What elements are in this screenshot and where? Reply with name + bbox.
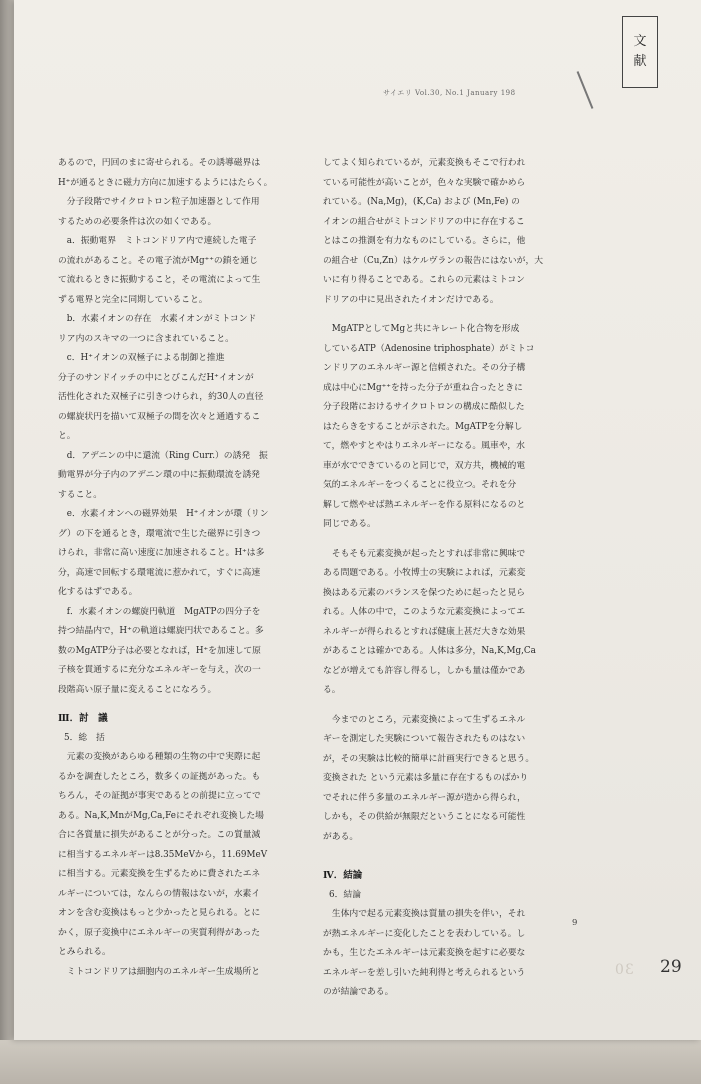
text-line: ドリアの中に見出されたイオンだけである。 — [323, 294, 499, 305]
text-line: 化するはずである。 — [58, 587, 138, 597]
paragraph-gap — [323, 701, 581, 711]
text-line: 解して燃やせば熱エネルギーを作る原料になるのと — [323, 499, 526, 510]
text-line: の流れがあること。その電子流がMg⁺⁺の鎖を通じ — [58, 255, 258, 266]
paragraph-gap — [323, 847, 581, 857]
text-line: かも，生じたエネルギーは元素変換を起すに必要な — [323, 948, 526, 958]
section-tab-char-1: 文 — [633, 34, 647, 49]
paragraph-gap — [323, 535, 581, 545]
text-line: いに有り得ることである。これらの元素はミトコン — [323, 275, 525, 285]
text-line: 元素の変換があらゆる種類の生物の中で実際に起 — [66, 752, 261, 762]
text-line: 分，高速で回転する環電流に惹かれて，すぐに高速 — [58, 567, 261, 578]
text-line: ある問題である。小牧博士の実験によれば，元素変 — [323, 568, 526, 578]
text-line: あるので，円回のまに寄せられる。その誘導磁界は — [58, 158, 261, 168]
text-line: 同じである。 — [323, 519, 376, 529]
text-line: エネルギーを差し引いた純利得と考えられるという — [323, 967, 526, 978]
text-line: て流れるときに振動すること，その電流によって生 — [58, 275, 261, 285]
left-column — [58, 154, 300, 982]
text-line: でそれに伴う多量のエネルギー源が造から得られ， — [323, 792, 526, 803]
text-line: と。 — [58, 431, 76, 441]
text-line: 生体内で起る元素変換は質量の損失を伴い，それ — [331, 909, 526, 919]
text-line: ルギーについては，なんらの情報はないが，水素イ — [58, 888, 261, 899]
right-paragraph-3 — [323, 545, 581, 701]
text-line: 成は中心にMg⁺⁺を持った分子が重ね合ったときに — [323, 382, 523, 393]
text-line: とみられる。 — [58, 947, 111, 957]
right-paragraph-4 — [323, 711, 581, 848]
text-line: グ）の下を通るとき，環電流で生じた磁界に引きつ — [58, 528, 261, 539]
right-column — [323, 154, 581, 1003]
text-line: 分子段階でサイクロトロン粒子加速器として作用 — [66, 197, 260, 207]
text-line: が熱エネルギーに変化したことを表わしている。し — [323, 928, 526, 939]
text-line: そもそも元素変換が起ったとすれば非常に興味で — [331, 548, 526, 559]
text-line: ずる電界と完全に同期していること。 — [58, 294, 208, 305]
conclusion-body — [323, 905, 581, 1003]
text-line: の螺旋状円を描いて双極子の間を次々と通過するこ — [58, 411, 261, 422]
table-surface-bottom — [0, 1040, 701, 1084]
text-line: 活性化された双極子に引きつけられ，約30人の直径 — [58, 392, 264, 402]
text-line: が，その実験は比較的簡単に計画実行できると思う。 — [323, 753, 535, 764]
text-line: a．振動電界 ミトコンドリア内で連続した電子 — [66, 236, 257, 246]
text-line: リア内のスキマの一つに含まれていること。 — [58, 333, 234, 344]
section-tab — [622, 16, 658, 88]
text-line: 持つ結晶内で，H⁺の軌道は螺旋円状であること。多 — [58, 626, 264, 636]
text-line: e．水素イオンへの磁界効果 H⁺イオンが環（リン — [66, 509, 269, 519]
text-line: に相当するエネルギーは8.35MeVから，11.69MeV — [58, 849, 268, 860]
left-column-body — [58, 154, 300, 700]
section-heading-discussion: Ⅲ．討 議 — [58, 713, 108, 724]
subsection-heading-summary: 5．総 括 — [64, 732, 105, 743]
text-line: 合に各質量に損失があることが分った。この質量減 — [58, 830, 261, 840]
text-line: けられ，非常に高い速度に加速されること。H⁺は多 — [58, 548, 265, 558]
text-line: などが増えても許容し得るし，しかも量は僅かであ — [323, 665, 526, 676]
text-line: がある。 — [323, 831, 359, 842]
text-line: H⁺が通るときに磁力方向に加速するようにはたらく。 — [58, 177, 273, 188]
text-line: c．H⁺イオンの双極子による制御と推進 — [66, 353, 225, 363]
text-line: る。 — [323, 685, 341, 695]
text-line: しかも，その供給が無限だということになる可能性 — [323, 812, 526, 822]
text-line: ある。Na,K,MnがMg,Ca,Feにそれぞれ変換した場 — [58, 810, 264, 821]
text-line: しているATP（Adenosine triphosphate）がミトコ — [323, 343, 535, 354]
text-line: オンを含む変換はもっと少かったと見られる。とに — [58, 908, 261, 918]
text-line: 変換された という元素は多量に存在するものばかり — [323, 773, 529, 783]
text-line: f．水素イオンの螺旋円軌道 MgATPの四分子を — [66, 606, 261, 617]
text-line: て，燃やすとやはりエネルギーになる。風車や，水 — [323, 441, 525, 451]
section-heading-conclusion: Ⅳ．結論 — [323, 870, 363, 881]
text-line: してよく知られているが，元素変換もそこで行われ — [323, 158, 526, 168]
text-line: かく，原子変換中にエネルギーの実質利得があった — [58, 927, 261, 938]
show-through-folio: 30 — [614, 962, 634, 978]
text-line: b．水素イオンの存在 水素イオンがミトコンド — [66, 314, 257, 324]
text-line: れる。人体の中で，このような元素変換によってエ — [323, 607, 526, 617]
text-line: の組合せ（Cu,Zn）はケルヴランの報告にはないが，大 — [323, 255, 544, 266]
text-line: ミトコンドリアは細胞内のエネルギー生成場所と — [66, 966, 260, 977]
text-line: があることは確かである。人体は多分，Na,K,Mg,Ca — [323, 646, 536, 656]
text-line: るかを調査したところ，数多くの証拠があった。も — [58, 771, 261, 782]
text-line: 子核を貫通するに充分なエネルギーを与え，次の一 — [58, 665, 261, 675]
folio-number: 29 — [660, 957, 682, 977]
text-line: とはこの推測を有力なものにしている。さらに，他 — [323, 236, 526, 246]
text-line: ネルギーが得られるとすれば健康上甚だ大きな効果 — [323, 626, 526, 637]
running-head: サイエリ Vol.30, No.1 January 198 — [383, 89, 516, 97]
text-line: ちろん，その証拠が事実であるとの前提に立ってで — [58, 791, 261, 801]
text-line: のが結論である。 — [323, 987, 394, 997]
text-line: 換はある元素のバランスを保つために起ったと見ら — [323, 587, 526, 598]
paragraph-gap — [323, 310, 581, 320]
text-line: ている可能性が高いことが，色々な実験で確かめら — [323, 177, 526, 188]
right-paragraph-1 — [323, 154, 581, 310]
text-line: 数のMgATP分子は必要となれば，H⁺を加速して原 — [58, 645, 261, 656]
text-line: ンドリアのエネルギー源と信頼された。その分子構 — [323, 363, 526, 373]
text-line: 分子のサンドイッチの中にとびこんだH⁺イオンが — [58, 372, 254, 383]
text-line: 動電界が分子内のアデニン環の中に振動環流を誘発 — [58, 470, 260, 480]
text-line: ギーを測定した実験について報告されたものはない — [323, 734, 526, 744]
text-line: れている。(Na,Mg)，(K,Ca) および (Mn,Fe) の — [323, 197, 520, 207]
page-number: 9 — [572, 918, 578, 928]
text-line: 車が水でできているのと同じで，双方共，機械的電 — [323, 460, 526, 471]
subsection-heading-conclusion: 6．結論 — [329, 889, 361, 900]
text-line: すること。 — [58, 489, 102, 500]
text-line: イオンの組合せがミトコンドリアの中に存在するこ — [323, 216, 525, 227]
right-paragraph-2 — [323, 320, 581, 535]
text-line: はたらきをすることが示された。MgATPを分解し — [323, 421, 523, 432]
text-line: 分子段階におけるサイクロトロンの構成に酷似した — [323, 402, 525, 412]
text-line: に相当する。元素変換を生ずるために費されたエネ — [58, 869, 261, 879]
text-line: 気的エネルギーをつくることに役立つ。それを分 — [323, 480, 517, 490]
text-line: 今までのところ，元素変換によって生ずるエネル — [331, 714, 526, 725]
text-line: するための必要条件は次の如くである。 — [58, 216, 217, 227]
summary-body — [58, 748, 300, 982]
text-line: d．アデニンの中に還流（Ring Curr.）の誘発 振 — [66, 450, 268, 461]
text-line: 段階高い原子量に変えることになろう。 — [58, 684, 217, 695]
section-tab-char-2: 献 — [633, 54, 647, 69]
text-line: MgATPとしてMgと共にキレート化合物を形成 — [331, 324, 520, 334]
